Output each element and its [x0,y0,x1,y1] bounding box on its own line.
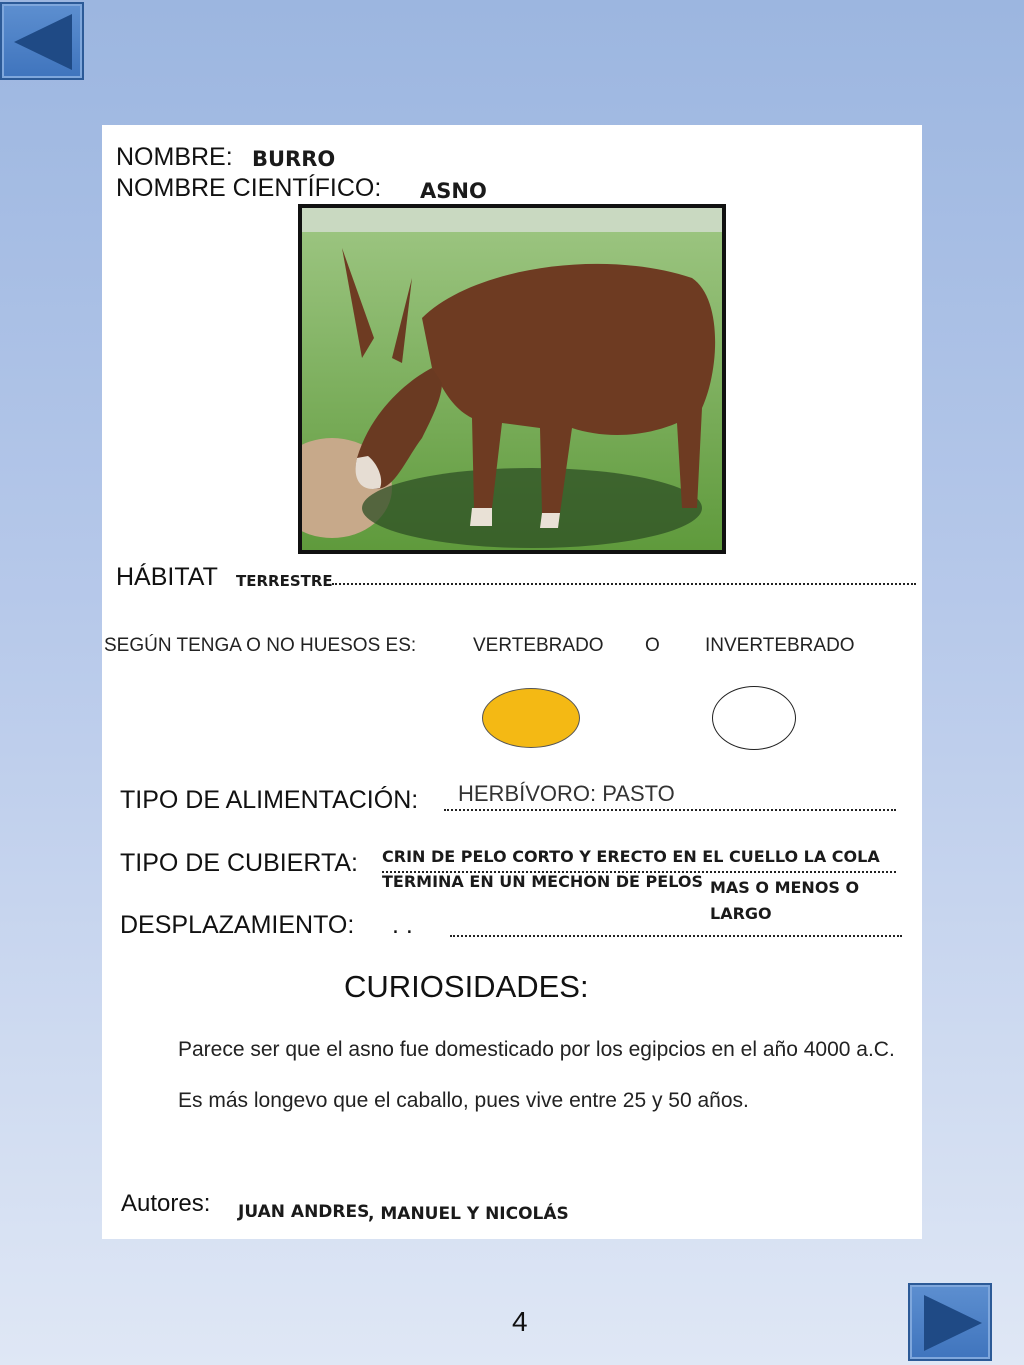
huesos-question: SEGÚN TENGA O NO HUESOS ES: [104,635,417,656]
option-invertebrado: INVERTEBRADO [705,635,855,656]
previous-slide-button[interactable] [0,2,84,80]
arrow-right-icon [924,1295,982,1351]
desplazamiento-label: DESPLAZAMIENTO: [120,911,355,939]
desplazamiento-dotted-line [450,935,902,937]
alimentacion-value: HERBÍVORO: PASTO [458,781,675,806]
option-vertebrado: VERTEBRADO [473,635,604,656]
curiosidades-title: CURIOSIDADES: [344,969,589,1004]
curiosidades-paragraph-2: Es más longevo que el caballo, pues vive entre 25 y 50 años. [178,1089,749,1112]
nombre-label: NOMBRE: [116,143,233,171]
curiosidades-paragraph-1: Parece ser que el asno fue domesticado por los egipcios en el año 4000 a.C. [178,1038,895,1061]
arrow-left-icon [14,14,72,70]
alimentacion-label: TIPO DE ALIMENTACIÓN: [120,786,419,814]
cientifico-label: NOMBRE CIENTÍFICO: [116,174,382,202]
invertebrado-empty-oval[interactable] [712,686,796,750]
desplazamiento-value: . . [392,911,413,939]
cubierta-line2: TERMINA EN UN MECHON DE PELOS [382,872,703,891]
animal-card [102,125,922,1239]
cubierta-line3: MAS O MENOS O [710,878,860,897]
autores-label: Autores: [121,1190,211,1217]
cubierta-line4: LARGO [710,904,772,923]
nombre-value: BURRO [252,147,336,171]
habitat-dotted-line [332,583,916,585]
option-or: O [645,635,660,656]
page-number: 4 [512,1306,528,1337]
donkey-illustration [302,208,722,550]
next-slide-button[interactable] [908,1283,992,1361]
donkey-photo [298,204,726,554]
alimentacion-dotted-line [444,809,896,811]
autores-value-2: , MANUEL Y NICOLÁS [368,1204,569,1224]
cubierta-line1: CRIN DE PELO CORTO Y ERECTO EN EL CUELLO LA COLA [382,847,880,866]
autores-value-1: JUAN ANDRES [238,1202,370,1222]
vertebrado-selected-oval[interactable] [482,688,580,748]
cubierta-label: TIPO DE CUBIERTA: [120,849,359,877]
cientifico-value: ASNO [420,179,487,203]
habitat-label: HÁBITAT [116,563,218,591]
habitat-value: TERRESTRE [236,572,333,590]
